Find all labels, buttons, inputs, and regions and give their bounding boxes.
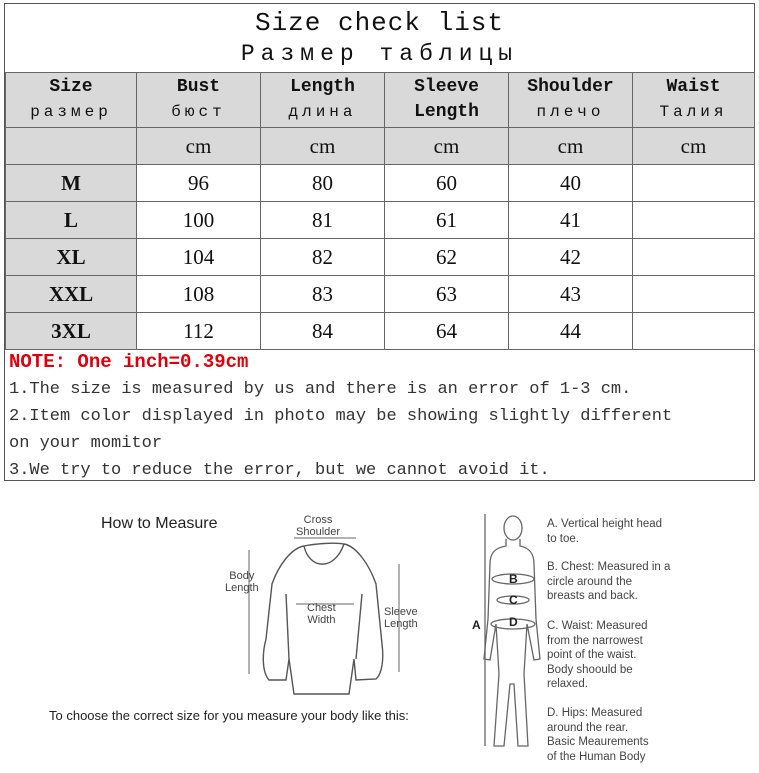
sleeve-cell: 64 bbox=[385, 313, 509, 350]
table-header-row bbox=[6, 73, 755, 128]
sleeve-cell: 62 bbox=[385, 239, 509, 276]
column-header-length: Length длина bbox=[261, 73, 385, 128]
length-cell: 80 bbox=[261, 165, 385, 202]
body-letter-b: B bbox=[509, 572, 518, 586]
sleeve-cell: 60 bbox=[385, 165, 509, 202]
body-letter-a: A bbox=[472, 618, 481, 632]
length-cell: 84 bbox=[261, 313, 385, 350]
legend-height: A. Vertical height head to toe. bbox=[547, 518, 663, 545]
sleeve-cell: 61 bbox=[385, 202, 509, 239]
bust-cell: 100 bbox=[137, 202, 261, 239]
table-row bbox=[6, 239, 755, 276]
waist-cell bbox=[633, 165, 755, 202]
unit-cell: cm bbox=[633, 128, 755, 165]
shoulder-cell: 42 bbox=[509, 239, 633, 276]
measure-title: How to Measure bbox=[101, 515, 218, 532]
table-row bbox=[6, 165, 755, 202]
note-line: on your momitor bbox=[9, 434, 163, 453]
length-cell: 82 bbox=[261, 239, 385, 276]
sleeve-length-label: Sleeve Length bbox=[384, 606, 418, 630]
size-cell: L bbox=[6, 202, 137, 239]
table-row bbox=[6, 276, 755, 313]
unit-cell: cm bbox=[509, 128, 633, 165]
table-row bbox=[6, 202, 755, 239]
note-line: 1.The size is measured by us and there is an error of 1-3 cm. bbox=[9, 380, 632, 399]
column-header-sleeve: Sleeve Length bbox=[385, 73, 509, 128]
note-title: NOTE: One inch=0.39cm bbox=[9, 351, 249, 373]
shoulder-cell: 44 bbox=[509, 313, 633, 350]
body-letter-c: C bbox=[509, 593, 518, 607]
shoulder-cell: 43 bbox=[509, 276, 633, 313]
shoulder-cell: 40 bbox=[509, 165, 633, 202]
bust-cell: 108 bbox=[137, 276, 261, 313]
bust-cell: 112 bbox=[137, 313, 261, 350]
table-row bbox=[6, 313, 755, 350]
unit-blank-cell bbox=[6, 128, 137, 165]
how-to-measure-panel bbox=[4, 484, 755, 773]
column-header-size: Size размер bbox=[6, 73, 137, 128]
body-outline-icon bbox=[484, 514, 540, 746]
unit-cell: cm bbox=[385, 128, 509, 165]
bust-cell: 96 bbox=[137, 165, 261, 202]
size-cell: 3XL bbox=[6, 313, 137, 350]
unit-row bbox=[6, 128, 755, 165]
cross-shoulder-label: Cross Shoulder bbox=[296, 514, 341, 538]
shoulder-cell: 41 bbox=[509, 202, 633, 239]
note-line: 3.We try to reduce the error, but we cannot avoid it. bbox=[9, 461, 550, 480]
size-cell: XXL bbox=[6, 276, 137, 313]
column-header-bust: Bust бюст bbox=[137, 73, 261, 128]
waist-cell bbox=[633, 202, 755, 239]
waist-cell bbox=[633, 276, 755, 313]
page-title-russian: Размер таблицы bbox=[240, 41, 519, 67]
bust-cell: 104 bbox=[137, 239, 261, 276]
body-length-label: Body Length bbox=[225, 570, 259, 594]
notes-section bbox=[9, 349, 754, 484]
sleeve-cell: 63 bbox=[385, 276, 509, 313]
length-cell: 81 bbox=[261, 202, 385, 239]
body-letter-d: D bbox=[509, 615, 518, 629]
legend-waist: C. Waist: Measured from the narrowest point of the waist. Body shoould be relaxed. bbox=[547, 620, 648, 690]
size-table bbox=[5, 72, 755, 350]
note-line: 2.Item color displayed in photo may be showing slightly different bbox=[9, 407, 673, 426]
waist-cell bbox=[633, 313, 755, 350]
chest-width-label: Chest Width bbox=[307, 602, 336, 626]
page-title: Size check list bbox=[254, 8, 505, 38]
length-cell: 83 bbox=[261, 276, 385, 313]
legend-chest: B. Chest: Measured in a circle around the breasts and back. bbox=[547, 561, 671, 602]
legend-hips: D. Hips: Measured around the rear. Basic Meaurements of the Human Body bbox=[547, 707, 649, 763]
waist-cell bbox=[633, 239, 755, 276]
column-header-waist: Waist Талия bbox=[633, 73, 755, 128]
size-chart bbox=[4, 3, 755, 481]
size-cell: M bbox=[6, 165, 137, 202]
measure-instruction: To choose the correct size for you measure your body like this: bbox=[49, 708, 409, 723]
column-header-shoulder: Shoulder плечо bbox=[509, 73, 633, 128]
unit-cell: cm bbox=[261, 128, 385, 165]
size-cell: XL bbox=[6, 239, 137, 276]
unit-cell: cm bbox=[137, 128, 261, 165]
